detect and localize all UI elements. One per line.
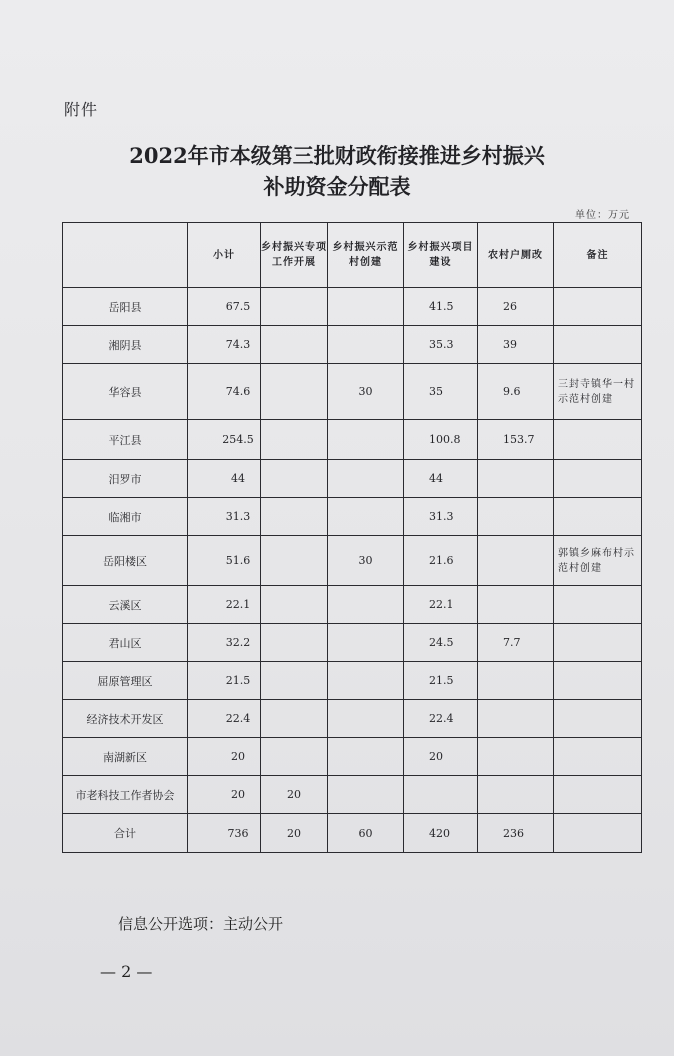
cell-name: 岳阳县: [63, 288, 188, 326]
cell-note: [554, 420, 642, 460]
table-row: [63, 498, 642, 536]
cell-name: 汨罗市: [63, 460, 188, 498]
attachment-label: 附件: [64, 100, 99, 119]
cell-demo-village: [328, 662, 404, 700]
header-demo-village: 乡村振兴示范村创建: [328, 223, 404, 288]
table-row: [63, 700, 642, 738]
cell-special-work: [261, 498, 328, 536]
cell-note: [554, 662, 642, 700]
cell-toilet: 153.7: [478, 420, 554, 460]
table-row: [63, 420, 642, 460]
cell-toilet: [478, 536, 554, 586]
table-row: [63, 364, 642, 420]
cell-name: 岳阳楼区: [63, 536, 188, 586]
cell-subtotal: 32.2: [188, 624, 261, 662]
table-header-row: [63, 223, 642, 288]
cell-name: 南湖新区: [63, 738, 188, 776]
table-row: [63, 326, 642, 364]
cell-subtotal: 21.5: [188, 662, 261, 700]
cell-subtotal: 51.6: [188, 536, 261, 586]
cell-subtotal: 74.3: [188, 326, 261, 364]
cell-project: [404, 776, 478, 814]
cell-toilet: 26: [478, 288, 554, 326]
cell-special-work: [261, 624, 328, 662]
cell-toilet: [478, 498, 554, 536]
cell-toilet: [478, 776, 554, 814]
header-subtotal: 小计: [188, 223, 261, 288]
cell-subtotal: 254.5: [188, 420, 261, 460]
cell-subtotal: 67.5: [188, 288, 261, 326]
cell-demo-village: [328, 700, 404, 738]
cell-special-work: 20: [261, 814, 328, 853]
cell-project: 31.3: [404, 498, 478, 536]
cell-toilet: [478, 738, 554, 776]
cell-demo-village: [328, 420, 404, 460]
table-row: [63, 776, 642, 814]
cell-project: 420: [404, 814, 478, 853]
cell-project: 35: [404, 364, 478, 420]
cell-demo-village: [328, 498, 404, 536]
cell-subtotal: 20: [188, 738, 261, 776]
cell-demo-village: 30: [328, 536, 404, 586]
table-row: [63, 288, 642, 326]
cell-note: [554, 586, 642, 624]
cell-toilet: 39: [478, 326, 554, 364]
cell-special-work: [261, 420, 328, 460]
cell-name: 君山区: [63, 624, 188, 662]
cell-special-work: 20: [261, 776, 328, 814]
document-title-line2: 补助资金分配表: [263, 174, 411, 199]
cell-toilet: [478, 662, 554, 700]
cell-demo-village: [328, 288, 404, 326]
cell-toilet: [478, 586, 554, 624]
cell-special-work: [261, 536, 328, 586]
table-row: [63, 814, 642, 853]
unit-label: 单位：万元: [575, 210, 630, 221]
cell-special-work: [261, 288, 328, 326]
cell-special-work: [261, 586, 328, 624]
cell-project: 21.6: [404, 536, 478, 586]
header-note: 备注: [554, 223, 642, 288]
cell-name: 华容县: [63, 364, 188, 420]
cell-name: 临湘市: [63, 498, 188, 536]
allocation-table: [62, 222, 642, 853]
cell-subtotal: 74.6: [188, 364, 261, 420]
cell-demo-village: [328, 586, 404, 624]
cell-name: 市老科技工作者协会: [63, 776, 188, 814]
cell-toilet: 9.6: [478, 364, 554, 420]
cell-project: 44: [404, 460, 478, 498]
cell-demo-village: [328, 326, 404, 364]
document-title-line1: 2022年市本级第三批财政衔接推进乡村振兴: [129, 143, 545, 168]
cell-note: [554, 814, 642, 853]
cell-project: 20: [404, 738, 478, 776]
cell-subtotal: 20: [188, 776, 261, 814]
cell-special-work: [261, 700, 328, 738]
cell-note: 三封寺镇华一村示范村创建: [554, 364, 642, 420]
table-row: [63, 460, 642, 498]
cell-note: 郭镇乡麻布村示范村创建: [554, 536, 642, 586]
cell-name: 平江县: [63, 420, 188, 460]
cell-special-work: [261, 662, 328, 700]
table-row: [63, 738, 642, 776]
cell-subtotal: 31.3: [188, 498, 261, 536]
cell-demo-village: [328, 738, 404, 776]
header-name: [63, 223, 188, 288]
cell-note: [554, 460, 642, 498]
cell-project: 35.3: [404, 326, 478, 364]
cell-name: 湘阴县: [63, 326, 188, 364]
cell-demo-village: 30: [328, 364, 404, 420]
cell-demo-village: [328, 776, 404, 814]
cell-special-work: [261, 326, 328, 364]
table-row: [63, 536, 642, 586]
cell-name: 云溪区: [63, 586, 188, 624]
table-body: [63, 288, 642, 853]
cell-project: 41.5: [404, 288, 478, 326]
cell-note: [554, 326, 642, 364]
cell-toilet: [478, 460, 554, 498]
cell-name: 经济技术开发区: [63, 700, 188, 738]
cell-note: [554, 738, 642, 776]
table-row: [63, 662, 642, 700]
cell-project: 24.5: [404, 624, 478, 662]
header-project: 乡村振兴项目建设: [404, 223, 478, 288]
disclosure-option: 信息公开选项：主动公开: [118, 915, 284, 933]
cell-note: [554, 498, 642, 536]
cell-subtotal: 44: [188, 460, 261, 498]
page-number: — 2 —: [100, 962, 153, 981]
cell-note: [554, 288, 642, 326]
table-row: [63, 624, 642, 662]
cell-project: 22.1: [404, 586, 478, 624]
cell-name: 合计: [63, 814, 188, 853]
cell-note: [554, 700, 642, 738]
cell-demo-village: [328, 624, 404, 662]
cell-special-work: [261, 364, 328, 420]
cell-subtotal: 736: [188, 814, 261, 853]
cell-name: 屈原管理区: [63, 662, 188, 700]
cell-subtotal: 22.1: [188, 586, 261, 624]
cell-toilet: 7.7: [478, 624, 554, 662]
cell-subtotal: 22.4: [188, 700, 261, 738]
cell-demo-village: 60: [328, 814, 404, 853]
cell-special-work: [261, 460, 328, 498]
cell-project: 21.5: [404, 662, 478, 700]
cell-toilet: 236: [478, 814, 554, 853]
cell-demo-village: [328, 460, 404, 498]
cell-note: [554, 776, 642, 814]
header-toilet: 农村户厕改: [478, 223, 554, 288]
cell-project: 100.8: [404, 420, 478, 460]
cell-toilet: [478, 700, 554, 738]
cell-special-work: [261, 738, 328, 776]
header-special-work: 乡村振兴专项工作开展: [261, 223, 328, 288]
cell-note: [554, 624, 642, 662]
cell-project: 22.4: [404, 700, 478, 738]
table-row: [63, 586, 642, 624]
